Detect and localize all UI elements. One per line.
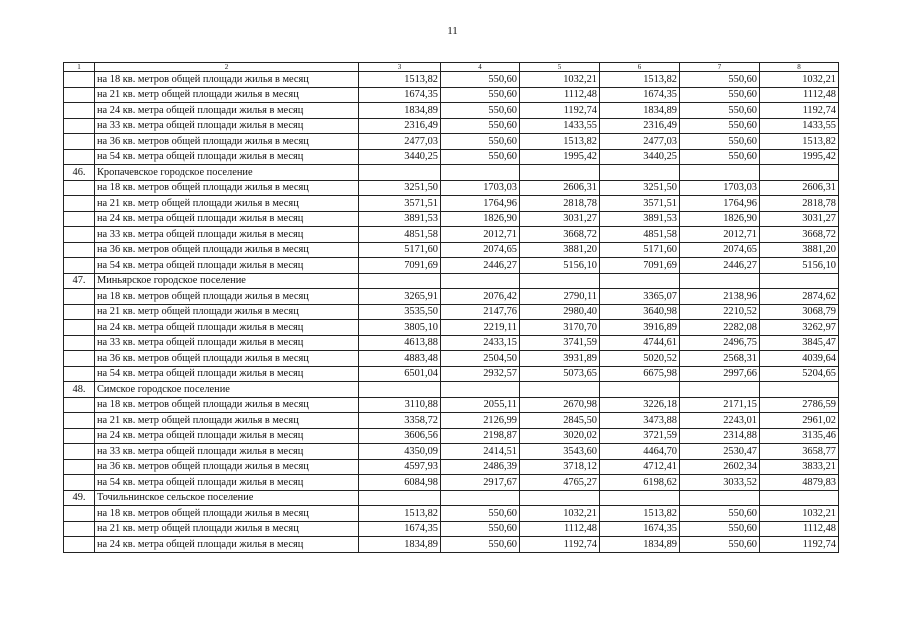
value-cell: 3668,72 xyxy=(520,227,600,243)
table-row xyxy=(64,413,839,429)
value-cell: 1995,42 xyxy=(760,149,839,165)
row-description: на 24 кв. метра общей площади жилья в месяц xyxy=(95,428,359,444)
row-description: на 54 кв. метра общей площади жилья в месяц xyxy=(95,366,359,382)
section-row xyxy=(64,490,839,506)
value-cell: 550,60 xyxy=(680,72,760,88)
value-cell: 3881,20 xyxy=(520,242,600,258)
column-number: 8 xyxy=(760,63,839,72)
value-cell: 3473,88 xyxy=(600,413,680,429)
section-number: 46. xyxy=(64,165,95,181)
empty-number-cell xyxy=(64,459,95,475)
section-title: Симское городское поселение xyxy=(95,382,359,398)
section-title: Миньярское городское поселение xyxy=(95,273,359,289)
value-cell: 550,60 xyxy=(680,103,760,119)
value-cell: 2433,15 xyxy=(441,335,520,351)
value-cell: 3891,53 xyxy=(359,211,441,227)
value-cell: 4039,64 xyxy=(760,351,839,367)
value-cell: 2477,03 xyxy=(600,134,680,150)
value-cell: 3571,51 xyxy=(359,196,441,212)
value-cell: 2477,03 xyxy=(359,134,441,150)
empty-cell xyxy=(680,165,760,181)
table-row xyxy=(64,103,839,119)
row-description: на 33 кв. метра общей площади жилья в месяц xyxy=(95,444,359,460)
table-row xyxy=(64,118,839,134)
empty-number-cell xyxy=(64,227,95,243)
value-cell: 5020,52 xyxy=(600,351,680,367)
value-cell: 1032,21 xyxy=(760,72,839,88)
empty-number-cell xyxy=(64,397,95,413)
value-cell: 5204,65 xyxy=(760,366,839,382)
row-description: на 54 кв. метра общей площади жилья в месяц xyxy=(95,149,359,165)
value-cell: 1513,82 xyxy=(600,506,680,522)
section-title: Кропачевское городское поселение xyxy=(95,165,359,181)
value-cell: 2138,96 xyxy=(680,289,760,305)
section-number: 49. xyxy=(64,490,95,506)
value-cell: 7091,69 xyxy=(359,258,441,274)
empty-number-cell xyxy=(64,258,95,274)
value-cell: 3226,18 xyxy=(600,397,680,413)
value-cell: 2171,15 xyxy=(680,397,760,413)
value-cell: 1995,42 xyxy=(520,149,600,165)
column-number: 2 xyxy=(95,63,359,72)
empty-number-cell xyxy=(64,72,95,88)
row-description: на 21 кв. метр общей площади жилья в месяц xyxy=(95,413,359,429)
empty-cell xyxy=(600,382,680,398)
value-cell: 2074,65 xyxy=(680,242,760,258)
column-number: 7 xyxy=(680,63,760,72)
value-cell: 1513,82 xyxy=(600,72,680,88)
value-cell: 550,60 xyxy=(680,118,760,134)
empty-number-cell xyxy=(64,506,95,522)
value-cell: 2012,71 xyxy=(441,227,520,243)
column-number-row xyxy=(64,63,839,72)
value-cell: 3891,53 xyxy=(600,211,680,227)
value-cell: 550,60 xyxy=(441,87,520,103)
empty-cell xyxy=(680,490,760,506)
empty-cell xyxy=(760,273,839,289)
section-row xyxy=(64,165,839,181)
value-cell: 7091,69 xyxy=(600,258,680,274)
row-description: на 21 кв. метр общей площади жилья в месяц xyxy=(95,87,359,103)
value-cell: 3535,50 xyxy=(359,304,441,320)
empty-number-cell xyxy=(64,320,95,336)
value-cell: 550,60 xyxy=(441,521,520,537)
empty-number-cell xyxy=(64,134,95,150)
section-row xyxy=(64,382,839,398)
value-cell: 2012,71 xyxy=(680,227,760,243)
value-cell: 1513,82 xyxy=(359,72,441,88)
value-cell: 3110,88 xyxy=(359,397,441,413)
value-cell: 1433,55 xyxy=(760,118,839,134)
row-description: на 54 кв. метра общей площади жилья в месяц xyxy=(95,475,359,491)
value-cell: 2055,11 xyxy=(441,397,520,413)
value-cell: 1674,35 xyxy=(600,521,680,537)
section-row xyxy=(64,273,839,289)
value-cell: 1112,48 xyxy=(520,87,600,103)
row-description: на 21 кв. метр общей площади жилья в месяц xyxy=(95,196,359,212)
empty-cell xyxy=(359,490,441,506)
column-number: 3 xyxy=(359,63,441,72)
empty-cell xyxy=(600,165,680,181)
table-row xyxy=(64,521,839,537)
value-cell: 3033,52 xyxy=(680,475,760,491)
value-cell: 1112,48 xyxy=(760,521,839,537)
value-cell: 2917,67 xyxy=(441,475,520,491)
value-cell: 5156,10 xyxy=(760,258,839,274)
empty-number-cell xyxy=(64,149,95,165)
value-cell: 3668,72 xyxy=(760,227,839,243)
value-cell: 550,60 xyxy=(680,506,760,522)
value-cell: 3440,25 xyxy=(600,149,680,165)
value-cell: 1834,89 xyxy=(359,103,441,119)
value-cell: 4765,27 xyxy=(520,475,600,491)
value-cell: 3543,60 xyxy=(520,444,600,460)
table-row xyxy=(64,335,839,351)
table-row xyxy=(64,304,839,320)
value-cell: 1032,21 xyxy=(760,506,839,522)
value-cell: 3658,77 xyxy=(760,444,839,460)
value-cell: 1826,90 xyxy=(680,211,760,227)
row-description: на 21 кв. метр общей площади жилья в месяц xyxy=(95,304,359,320)
value-cell: 1674,35 xyxy=(600,87,680,103)
value-cell: 3805,10 xyxy=(359,320,441,336)
value-cell: 6084,98 xyxy=(359,475,441,491)
empty-number-cell xyxy=(64,537,95,553)
value-cell: 5073,65 xyxy=(520,366,600,382)
empty-number-cell xyxy=(64,475,95,491)
value-cell: 2606,31 xyxy=(760,180,839,196)
value-cell: 3135,46 xyxy=(760,428,839,444)
empty-number-cell xyxy=(64,211,95,227)
value-cell: 2316,49 xyxy=(359,118,441,134)
value-cell: 550,60 xyxy=(441,134,520,150)
row-description: на 24 кв. метра общей площади жилья в месяц xyxy=(95,320,359,336)
empty-number-cell xyxy=(64,87,95,103)
empty-number-cell xyxy=(64,180,95,196)
value-cell: 1032,21 xyxy=(520,72,600,88)
value-cell: 4851,58 xyxy=(359,227,441,243)
row-description: на 36 кв. метров общей площади жилья в месяц xyxy=(95,134,359,150)
value-cell: 5171,60 xyxy=(600,242,680,258)
value-cell: 2670,98 xyxy=(520,397,600,413)
value-cell: 550,60 xyxy=(441,103,520,119)
empty-cell xyxy=(760,382,839,398)
empty-cell xyxy=(520,165,600,181)
value-cell: 5156,10 xyxy=(520,258,600,274)
value-cell: 3170,70 xyxy=(520,320,600,336)
empty-number-cell xyxy=(64,521,95,537)
empty-cell xyxy=(441,273,520,289)
value-cell: 550,60 xyxy=(441,118,520,134)
table-row xyxy=(64,149,839,165)
value-cell: 1513,82 xyxy=(520,134,600,150)
table-row xyxy=(64,180,839,196)
value-cell: 2446,27 xyxy=(680,258,760,274)
value-cell: 3365,07 xyxy=(600,289,680,305)
value-cell: 3833,21 xyxy=(760,459,839,475)
row-description: на 18 кв. метров общей площади жилья в месяц xyxy=(95,72,359,88)
value-cell: 1703,03 xyxy=(680,180,760,196)
value-cell: 4879,83 xyxy=(760,475,839,491)
empty-cell xyxy=(680,382,760,398)
value-cell: 3262,97 xyxy=(760,320,839,336)
value-cell: 2126,99 xyxy=(441,413,520,429)
table-row xyxy=(64,506,839,522)
empty-number-cell xyxy=(64,242,95,258)
empty-cell xyxy=(760,490,839,506)
empty-number-cell xyxy=(64,289,95,305)
value-cell: 5171,60 xyxy=(359,242,441,258)
table-row xyxy=(64,397,839,413)
value-cell: 550,60 xyxy=(680,149,760,165)
empty-cell xyxy=(600,273,680,289)
value-cell: 3845,47 xyxy=(760,335,839,351)
value-cell: 3640,98 xyxy=(600,304,680,320)
value-cell: 2076,42 xyxy=(441,289,520,305)
value-cell: 1834,89 xyxy=(359,537,441,553)
value-cell: 2606,31 xyxy=(520,180,600,196)
empty-cell xyxy=(359,382,441,398)
value-cell: 3031,27 xyxy=(760,211,839,227)
value-cell: 2568,31 xyxy=(680,351,760,367)
value-cell: 1192,74 xyxy=(520,537,600,553)
column-number: 5 xyxy=(520,63,600,72)
table-row xyxy=(64,428,839,444)
empty-number-cell xyxy=(64,351,95,367)
value-cell: 3251,50 xyxy=(359,180,441,196)
value-cell: 2818,78 xyxy=(760,196,839,212)
row-description: на 18 кв. метров общей площади жилья в месяц xyxy=(95,180,359,196)
value-cell: 550,60 xyxy=(680,87,760,103)
empty-number-cell xyxy=(64,335,95,351)
row-description: на 21 кв. метр общей площади жилья в месяц xyxy=(95,521,359,537)
empty-cell xyxy=(680,273,760,289)
value-cell: 1192,74 xyxy=(520,103,600,119)
page-number: 11 xyxy=(447,25,458,37)
table-row xyxy=(64,444,839,460)
value-cell: 6675,98 xyxy=(600,366,680,382)
value-cell: 1192,74 xyxy=(760,537,839,553)
row-description: на 18 кв. метров общей площади жилья в месяц xyxy=(95,397,359,413)
value-cell: 2316,49 xyxy=(600,118,680,134)
value-cell: 3265,91 xyxy=(359,289,441,305)
table-row xyxy=(64,475,839,491)
value-cell: 3721,59 xyxy=(600,428,680,444)
table-row xyxy=(64,351,839,367)
table-row xyxy=(64,72,839,88)
empty-cell xyxy=(600,490,680,506)
value-cell: 3251,50 xyxy=(600,180,680,196)
value-cell: 4597,93 xyxy=(359,459,441,475)
value-cell: 3931,89 xyxy=(520,351,600,367)
empty-cell xyxy=(441,165,520,181)
value-cell: 1032,21 xyxy=(520,506,600,522)
value-cell: 2486,39 xyxy=(441,459,520,475)
value-cell: 2790,11 xyxy=(520,289,600,305)
table-row xyxy=(64,242,839,258)
value-cell: 2147,76 xyxy=(441,304,520,320)
table-row xyxy=(64,211,839,227)
value-cell: 2997,66 xyxy=(680,366,760,382)
value-cell: 1112,48 xyxy=(760,87,839,103)
value-cell: 3881,20 xyxy=(760,242,839,258)
empty-number-cell xyxy=(64,366,95,382)
value-cell: 1826,90 xyxy=(441,211,520,227)
value-cell: 1674,35 xyxy=(359,521,441,537)
value-cell: 550,60 xyxy=(680,134,760,150)
value-cell: 4613,88 xyxy=(359,335,441,351)
row-description: на 36 кв. метров общей площади жилья в месяц xyxy=(95,459,359,475)
row-description: на 36 кв. метров общей площади жилья в месяц xyxy=(95,351,359,367)
value-cell: 1112,48 xyxy=(520,521,600,537)
value-cell: 550,60 xyxy=(441,506,520,522)
table-row xyxy=(64,320,839,336)
value-cell: 550,60 xyxy=(441,537,520,553)
section-title: Точильнинское сельское поселение xyxy=(95,490,359,506)
column-number: 6 xyxy=(600,63,680,72)
section-number: 48. xyxy=(64,382,95,398)
empty-cell xyxy=(520,382,600,398)
value-cell: 2496,75 xyxy=(680,335,760,351)
value-cell: 6501,04 xyxy=(359,366,441,382)
value-cell: 2602,34 xyxy=(680,459,760,475)
row-description: на 33 кв. метра общей площади жилья в месяц xyxy=(95,227,359,243)
value-cell: 2198,87 xyxy=(441,428,520,444)
empty-number-cell xyxy=(64,103,95,119)
value-cell: 2210,52 xyxy=(680,304,760,320)
value-cell: 3571,51 xyxy=(600,196,680,212)
empty-number-cell xyxy=(64,304,95,320)
row-description: на 54 кв. метра общей площади жилья в месяц xyxy=(95,258,359,274)
value-cell: 4851,58 xyxy=(600,227,680,243)
value-cell: 6198,62 xyxy=(600,475,680,491)
column-number: 1 xyxy=(64,63,95,72)
value-cell: 1764,96 xyxy=(441,196,520,212)
value-cell: 2980,40 xyxy=(520,304,600,320)
row-description: на 36 кв. метров общей площади жилья в месяц xyxy=(95,242,359,258)
empty-cell xyxy=(760,165,839,181)
row-description: на 24 кв. метра общей площади жилья в месяц xyxy=(95,103,359,119)
value-cell: 3916,89 xyxy=(600,320,680,336)
empty-number-cell xyxy=(64,413,95,429)
value-cell: 3718,12 xyxy=(520,459,600,475)
row-description: на 24 кв. метра общей площади жилья в месяц xyxy=(95,211,359,227)
value-cell: 1674,35 xyxy=(359,87,441,103)
empty-cell xyxy=(359,273,441,289)
table-row xyxy=(64,459,839,475)
value-cell: 2219,11 xyxy=(441,320,520,336)
empty-cell xyxy=(359,165,441,181)
empty-cell xyxy=(441,382,520,398)
value-cell: 550,60 xyxy=(680,537,760,553)
value-cell: 2932,57 xyxy=(441,366,520,382)
value-cell: 3020,02 xyxy=(520,428,600,444)
row-description: на 24 кв. метра общей площади жилья в месяц xyxy=(95,537,359,553)
value-cell: 550,60 xyxy=(680,521,760,537)
table-row xyxy=(64,258,839,274)
value-cell: 2314,88 xyxy=(680,428,760,444)
empty-number-cell xyxy=(64,428,95,444)
value-cell: 4883,48 xyxy=(359,351,441,367)
value-cell: 550,60 xyxy=(441,149,520,165)
table-row xyxy=(64,87,839,103)
value-cell: 1834,89 xyxy=(600,103,680,119)
value-cell: 3440,25 xyxy=(359,149,441,165)
row-description: на 33 кв. метра общей площади жилья в месяц xyxy=(95,118,359,134)
empty-number-cell xyxy=(64,444,95,460)
table-row xyxy=(64,134,839,150)
table-row xyxy=(64,227,839,243)
empty-number-cell xyxy=(64,118,95,134)
value-cell: 3031,27 xyxy=(520,211,600,227)
value-cell: 1703,03 xyxy=(441,180,520,196)
value-cell: 1513,82 xyxy=(359,506,441,522)
table-row xyxy=(64,366,839,382)
value-cell: 2446,27 xyxy=(441,258,520,274)
table-row xyxy=(64,289,839,305)
value-cell: 4350,09 xyxy=(359,444,441,460)
value-cell: 3068,79 xyxy=(760,304,839,320)
value-cell: 2414,51 xyxy=(441,444,520,460)
value-cell: 1192,74 xyxy=(760,103,839,119)
row-description: на 18 кв. метров общей площади жилья в месяц xyxy=(95,506,359,522)
value-cell: 3741,59 xyxy=(520,335,600,351)
value-cell: 2282,08 xyxy=(680,320,760,336)
value-cell: 2786,59 xyxy=(760,397,839,413)
section-number: 47. xyxy=(64,273,95,289)
value-cell: 4464,70 xyxy=(600,444,680,460)
value-cell: 3606,56 xyxy=(359,428,441,444)
empty-cell xyxy=(520,273,600,289)
table-row xyxy=(64,537,839,553)
value-cell: 2874,62 xyxy=(760,289,839,305)
row-description: на 18 кв. метров общей площади жилья в месяц xyxy=(95,289,359,305)
value-cell: 2845,50 xyxy=(520,413,600,429)
empty-cell xyxy=(520,490,600,506)
value-cell: 2961,02 xyxy=(760,413,839,429)
empty-cell xyxy=(441,490,520,506)
row-description: на 33 кв. метра общей площади жилья в месяц xyxy=(95,335,359,351)
empty-number-cell xyxy=(64,196,95,212)
value-cell: 2243,01 xyxy=(680,413,760,429)
value-cell: 1764,96 xyxy=(680,196,760,212)
value-cell: 3358,72 xyxy=(359,413,441,429)
value-cell: 2504,50 xyxy=(441,351,520,367)
table-row xyxy=(64,196,839,212)
value-cell: 4712,41 xyxy=(600,459,680,475)
value-cell: 1433,55 xyxy=(520,118,600,134)
value-cell: 1834,89 xyxy=(600,537,680,553)
value-cell: 550,60 xyxy=(441,72,520,88)
value-cell: 2074,65 xyxy=(441,242,520,258)
value-cell: 2818,78 xyxy=(520,196,600,212)
tariff-table xyxy=(63,62,839,553)
value-cell: 4744,61 xyxy=(600,335,680,351)
column-number: 4 xyxy=(441,63,520,72)
value-cell: 2530,47 xyxy=(680,444,760,460)
value-cell: 1513,82 xyxy=(760,134,839,150)
table-body xyxy=(64,63,839,553)
